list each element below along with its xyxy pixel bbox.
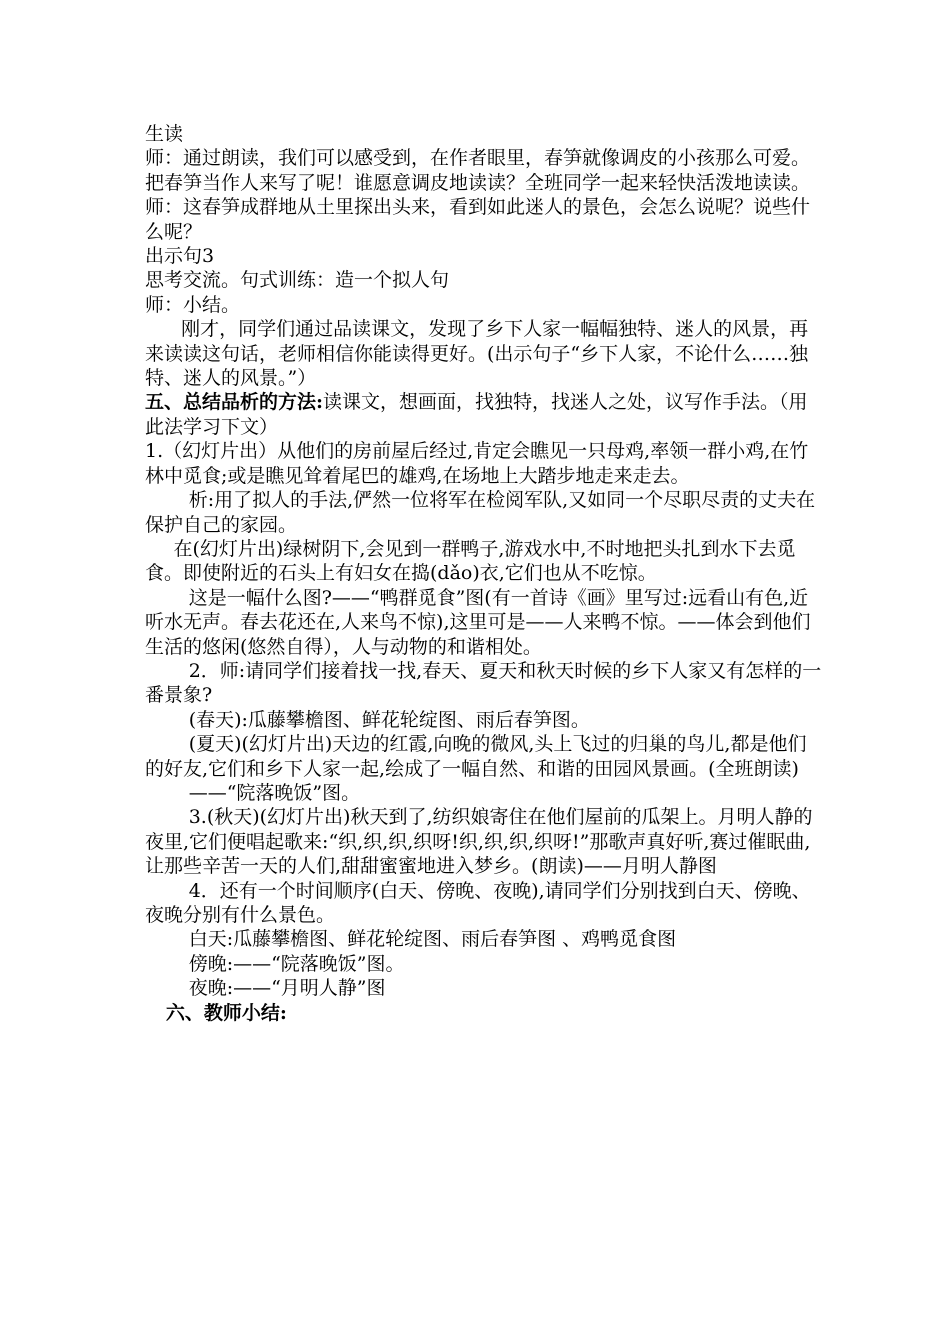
- paragraph-item-2: 2．师:请同学们接着找一找,春天、夏天和秋天时候的乡下人家又有怎样的一番景象?: [145, 659, 822, 707]
- paragraph-item-4: 4．还有一个时间顺序(白天、傍晚、夜晚),请同学们分别找到白天、傍晚、夜晚分别有什么景色。: [145, 879, 811, 926]
- line-evening: 傍晚:——“院落晚饭”图。: [188, 952, 405, 975]
- line-show-sentence-3: 出示句3: [145, 245, 215, 268]
- paragraph-item-3-autumn: 3.(秋天)(幻灯片出)秋天到了,纺织娘寄住在他们屋前的瓜架上。月明人静的夜里,它们便唱起歌来:“织,织,织,织呀!织,织,织,织呀!”那歌声真好听,赛过催眠曲,让那些辛苦一天的人们,甜甜蜜蜜地进入梦乡。(朗读)——月明人静图: [145, 806, 813, 878]
- paragraph-summer: (夏天)(幻灯片出)天边的红霞,向晚的微风,头上飞过的归巢的鸟儿,都是他们的好友,它们和乡下人家一起,绘成了一幅自然、和谐的田园风景画。(全班朗读): [145, 733, 807, 780]
- document-page: [145, 122, 825, 1025]
- line-teacher-summary: 师：小结。: [145, 293, 241, 316]
- line-daytime: 白天:瓜藤攀檐图、鲜花轮绽图、雨后春笋图 、鸡鸭觅食图: [188, 928, 677, 951]
- paragraph-teacher-reading: 师：通过朗读，我们可以感受到，在作者眼里，春笋就像调皮的小孩那么可爱。把春笋当作人来写了呢！谁愿意调皮地读读？全班同学一起来轻快活泼地读读。: [145, 147, 811, 194]
- paragraph-teacher-question: 师：这春笋成群地从土里探出头来，看到如此迷人的景色，会怎么说呢？说些什么呢？: [145, 196, 811, 243]
- line-spring: (春天):瓜藤攀檐图、鲜花轮绽图、雨后春笋图。: [188, 708, 590, 731]
- section-five: [145, 390, 825, 439]
- line-student-read: 生读: [145, 123, 184, 145]
- line-courtyard-dinner: ——“院落晚饭”图。: [188, 781, 361, 804]
- paragraph-analysis: 析:用了拟人的手法,俨然一位将军在检阅军队,又如同一个尽职尽责的丈夫在保护自己的家园。: [145, 489, 816, 536]
- section-six-heading: 六、教师小结:: [165, 1001, 287, 1024]
- paragraph-duck-picture: 这是一幅什么图?——“鸭群觅食”图(有一首诗《画》里写过:远看山有色,近听水无声。春去花还在,人来鸟不惊),这里可是——人来鸭不惊。——体会到他们生活的悠闲(悠然自得），人与动物的和谐相处。: [145, 586, 811, 658]
- line-night: 夜晚:——“月明人静”图: [188, 977, 386, 1000]
- line-think-exchange: 思考交流。句式训练：造一个拟人句: [145, 269, 450, 292]
- section-five-text: 读课文，想画面，找独特，找迷人之处，议写作手法。（用此法学习下文）: [145, 391, 808, 438]
- paragraph-item-1: 1.（幻灯片出）从他们的房前屋后经过,肯定会瞧见一只母鸡,率领一群小鸡,在竹林中觅食;或是瞧见耸着尾巴的雄鸡,在场地上大踏步地走来走去。: [145, 440, 809, 487]
- paragraph-just-now: 刚才，同学们通过品读课文，发现了乡下人家一幅幅独特、迷人的风景，再来读读这句话，老师相信你能读得更好。(出示句子“乡下人家，不论什么……独特、迷人的风景。”）: [145, 318, 809, 390]
- paragraph-ducks: 在(幻灯片出)绿树阴下,会见到一群鸭子,游戏水中,不时地把头扎到水下去觅食。即使附近的石头上有妇女在捣(dǎo)衣,它们也从不吃惊。: [145, 537, 796, 585]
- section-five-heading: 五、总结品析的方法:: [145, 391, 324, 414]
